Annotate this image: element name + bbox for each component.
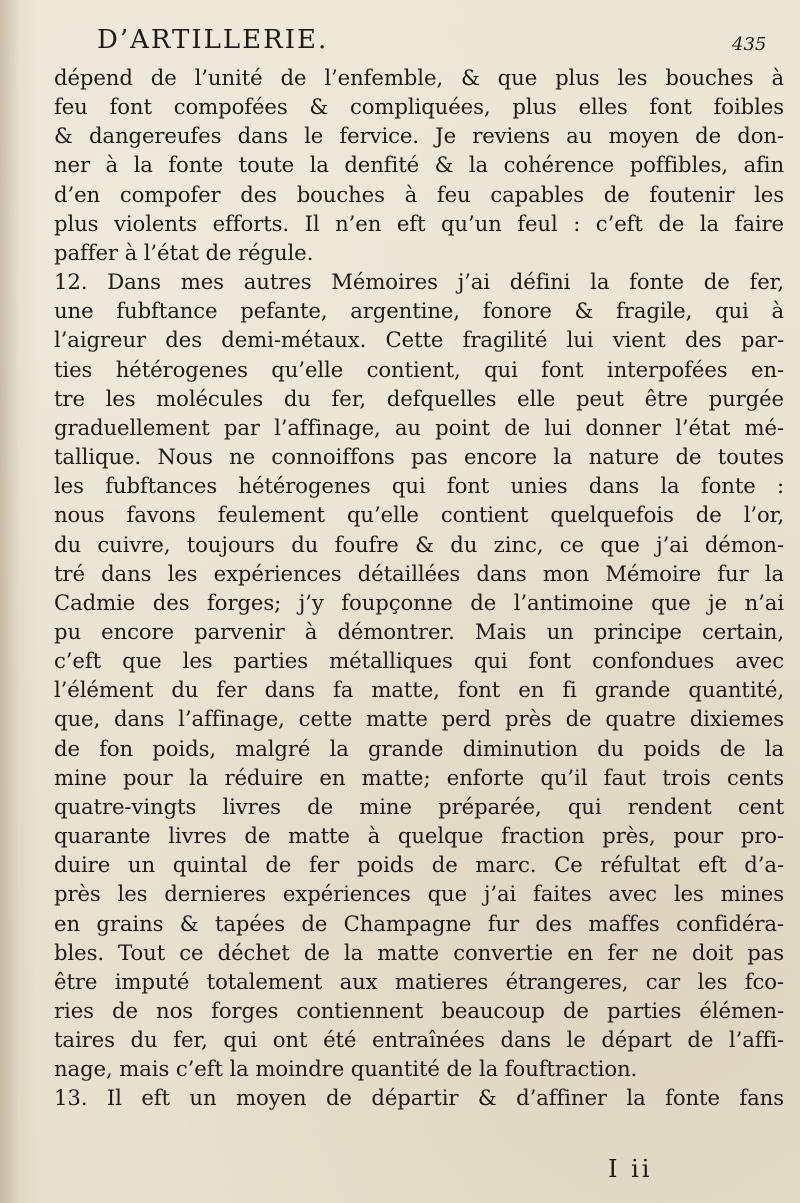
text-line: être imputé totalement aux matieres étrangeres, car les fco- (54, 968, 784, 994)
body-text (54, 63, 784, 1113)
text-line: tré dans les expériences détaillées dans mon Mémoire fur la (54, 560, 784, 586)
text-line: plus violents efforts. Il n’en eft qu’un feul : c’eft de la faire (54, 210, 784, 236)
text-line: ties hétérogenes qu’elle contient, qui font interpofées en- (54, 356, 784, 382)
text-line: pu encore parvenir à démontrer. Mais un principe certain, (54, 618, 784, 644)
text-line: paffer à l’état de régule. (54, 239, 314, 265)
page-gutter-shadow (0, 0, 38, 1203)
text-line: nage, mais c’eft la moindre quantité de la fouftraction. (54, 1056, 638, 1082)
text-line: tallique. Nous ne connoiffons pas encore la nature de toutes (54, 444, 784, 470)
text-line: en grains & tapées de Champagne fur des maffes confidéra- (54, 910, 784, 936)
text-line: mine pour la réduire en matte; enforte qu’il faut trois cents (54, 764, 784, 790)
text-line: & dangereufes dans le fervice. Je reviens au moyen de don- (54, 123, 784, 149)
text-line: l’aigreur des demi-métaux. Cette fragilité lui vient des par- (54, 327, 784, 353)
text-line: d’en compofer des bouches à feu capables de foutenir les (54, 181, 784, 207)
signature-mark: I ii (608, 1155, 653, 1183)
text-line: feu font compofées & compliquées, plus elles font foibles (54, 94, 784, 120)
text-line: 12. Dans mes autres Mémoires j’ai défini la fonte de fer, (54, 269, 784, 295)
text-line: ner à la fonte toute la denfité & la cohérence poffibles, afin (54, 152, 784, 178)
text-line: graduellement par l’affinage, au point de lui donner l’état mé- (54, 414, 784, 440)
text-line: taires du fer, qui ont été entraînées dans le départ de l’affi- (54, 1027, 784, 1053)
text-line: une fubftance pefante, argentine, fonore & fragile, qui à (54, 298, 784, 324)
text-line: bles. Tout ce déchet de la matte convertie en fer ne doit pas (54, 939, 784, 965)
text-line: près les dernieres expériences que j’ai faites avec les mines (54, 881, 784, 907)
text-line: 13. Il eft un moyen de départir & d’affiner la fonte fans (54, 1085, 784, 1111)
text-line: du cuivre, toujours du foufre & du zinc, ce que j’ai démon- (54, 531, 784, 557)
text-line: de fon poids, malgré la grande diminution du poids de la (54, 735, 784, 761)
text-line: dépend de l’unité de l’enfemble, & que plus les bouches à (54, 65, 784, 90)
text-line: duire un quintal de fer poids de marc. Ce réfultat eft d’a- (54, 852, 784, 878)
text-line: Cadmie des forges; j’y foupçonne de l’antimoine que je n’ai (54, 589, 784, 615)
text-line: quarante livres de matte à quelque fraction près, pour pro- (54, 823, 784, 849)
text-line: l’élément du fer dans fa matte, font en fi grande quantité, (54, 677, 784, 703)
text-line: tre les molécules du fer, defquelles elle peut être purgée (54, 385, 784, 411)
text-line: ries de nos forges contiennent beaucoup de parties élémen- (54, 998, 784, 1023)
running-title: D’ARTILLERIE. (97, 25, 329, 55)
text-line: nous favons feulement qu’elle contient quelquefois de l’or, (54, 502, 784, 528)
page-number: 435 (732, 34, 767, 55)
text-line: quatre-vingts livres de mine préparée, qui rendent cent (54, 793, 784, 819)
text-line: c’eft que les parties métalliques qui font confondues avec (54, 648, 784, 674)
text-line: que, dans l’affinage, cette matte perd près de quatre dixiemes (54, 706, 784, 732)
text-line: les fubftances hétérogenes qui font unies dans la fonte : (54, 473, 784, 499)
page-header (0, 25, 800, 61)
